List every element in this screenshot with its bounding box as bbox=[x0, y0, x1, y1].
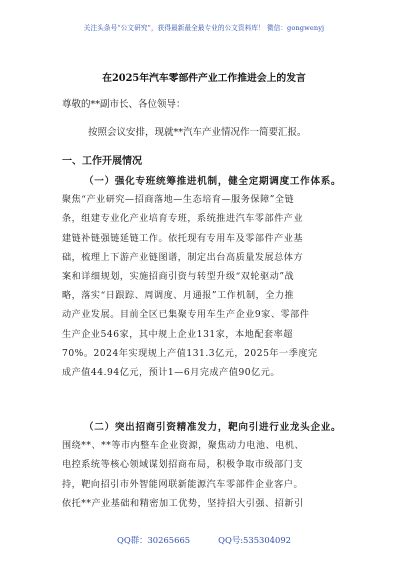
paragraph-2 bbox=[62, 418, 352, 514]
paragraph-line: 聚焦“产业研究—招商落地—生态培育—服务保障”全链 bbox=[62, 195, 295, 206]
paragraph-line: 条，组建专业化产业培育专班，系统推进汽车零部件产业 bbox=[62, 214, 304, 225]
paragraph-line: 略，落实“日跟踪、周调度、月通报”工作机制，全力推 bbox=[62, 291, 295, 302]
paragraph-line: 电控系统等核心领域谋划招商布局，积极争取市级部门支 bbox=[62, 460, 304, 471]
paragraph-line: 生产企业546家，其中规上企业131家，本地配套率超 bbox=[62, 329, 293, 340]
paragraph-line: 依托**产业基础和精密加工优势，坚持招大引强、招新引 bbox=[62, 498, 304, 509]
salutation: 尊敬的**副市长、各位领导： bbox=[62, 99, 186, 110]
section-heading: 一、工作开展情况 bbox=[62, 156, 142, 167]
paragraph-line: 动产业发展。目前全区已集聚专用车生产企业9家、零部件 bbox=[62, 310, 310, 321]
document-title: 在2025年汽车零部件产业工作推进会上的发言 bbox=[102, 73, 306, 84]
footer-contact bbox=[0, 534, 408, 546]
paragraph-line: 础，梳理上下游产业链图谱，制定出台高质量发展总体方 bbox=[62, 252, 304, 263]
paragraph-line: 70%。2024年实现规上产值131.3亿元，2025年一季度完 bbox=[62, 348, 318, 359]
qq-group-text: QQ群：30265665 bbox=[117, 535, 191, 545]
promo-banner: 关注头条号“公文研究”，获得最新最全最专业的公文资料库！ 微信：gongwenyj bbox=[83, 24, 325, 32]
intro-paragraph: 按照会议安排，现就**汽车产业情况作一简要汇报。 bbox=[88, 127, 307, 138]
paragraph-line: 持，靶向招引市外智能网联新能源汽车零部件企业客户。 bbox=[62, 479, 304, 490]
paragraph-line: 成产值44.94亿元，预计1—6月完成产值90亿元。 bbox=[62, 367, 281, 378]
paragraph-1 bbox=[62, 172, 352, 383]
subheading-2: （二）突出招商引资精准发力，靶向引进行业龙头企业。 bbox=[84, 422, 342, 433]
qq-number-text: QQ号:535304092 bbox=[218, 535, 291, 545]
paragraph-line: 围绕**、**等市内整车企业资源，聚焦动力电池、电机、 bbox=[62, 441, 305, 452]
paragraph-line: 建链补链强链延链工作。依托现有专用车及零部件产业基 bbox=[62, 233, 304, 244]
subheading-1: （一）强化专班统筹推进机制，健全定期调度工作体系。 bbox=[84, 176, 342, 187]
paragraph-line: 案和详细规划，实施招商引资与转型升级“双轮驱动”战 bbox=[62, 271, 295, 282]
